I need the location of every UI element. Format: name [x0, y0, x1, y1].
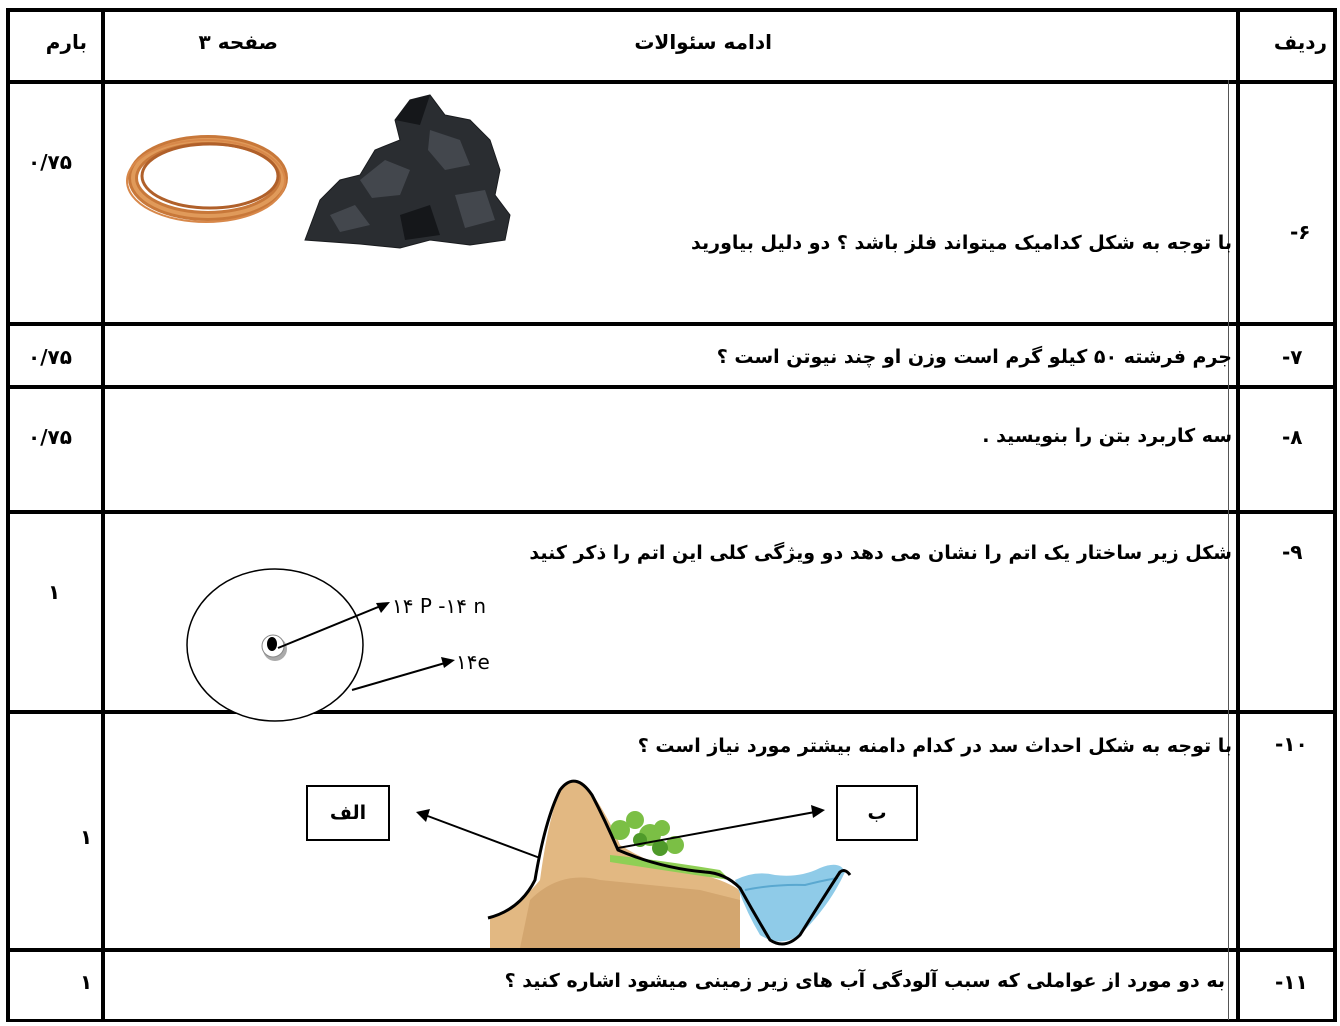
table-border-right	[1333, 8, 1337, 1022]
label-be-text: ب	[867, 802, 887, 824]
row-divider-header	[6, 80, 1336, 84]
column-divider-row	[1236, 8, 1240, 1022]
row-8-question: سه کاربرد بتن را بنویسید .	[982, 425, 1232, 447]
row-divider-8	[6, 510, 1336, 514]
atom-electron-label: ۱۴e	[456, 650, 490, 674]
header-score-label: بارم	[45, 30, 87, 54]
row-divider-9	[6, 710, 1336, 714]
row-11-number: -۱۱	[1275, 970, 1308, 994]
label-box-alef	[306, 785, 390, 841]
row-divider-7	[6, 385, 1336, 389]
row-10-score: ۱	[80, 825, 93, 849]
header-questions-label: ادامه سئوالات	[634, 30, 772, 54]
row-8-score: ۰/۷۵	[28, 425, 72, 449]
row-7-question: جرم فرشته ۵۰ کیلو گرم است وزن او چند نیوتن است ؟	[716, 346, 1232, 368]
row-11-question: به دو مورد از عواملی که سبب آلودگی آب های زیر زمینی میشود اشاره کنید ؟	[504, 970, 1225, 992]
label-box-be	[836, 785, 918, 841]
row-7-number: -۷	[1282, 345, 1303, 369]
row-9-score: ۱	[48, 580, 61, 604]
header-page-label: صفحه ۳	[198, 30, 278, 54]
label-alef-text: الف	[329, 802, 367, 824]
header-row-label: ردیف	[1273, 30, 1327, 54]
row-divider-6	[6, 322, 1336, 326]
row-10-number: -۱۰	[1275, 732, 1308, 756]
row-6-question: با توجه به شکل کدامیک میتواند فلز باشد ؟ دو دلیل بیاورید	[691, 232, 1232, 254]
atom-nucleus-label: ۱۴ P -۱۴ n	[392, 594, 486, 618]
row-9-question: شکل زیر ساختار یک اتم را نشان می دهد دو ویژگی کلی این اتم را ذکر کنید	[529, 542, 1232, 564]
table-border-left	[6, 8, 10, 1022]
row-6-score: ۰/۷۵	[28, 150, 72, 174]
table-border-top	[6, 8, 1336, 12]
row-8-number: -۸	[1282, 425, 1303, 449]
row-6-number: -۶	[1290, 220, 1311, 244]
column-divider-score	[101, 8, 105, 1022]
table-border-bottom	[6, 1019, 1336, 1022]
row-11-score: ۱	[80, 970, 93, 994]
row-7-score: ۰/۷۵	[28, 345, 72, 369]
row-divider-10	[6, 948, 1336, 952]
row-9-number: -۹	[1282, 540, 1303, 564]
row-10-question: با توجه به شکل احداث سد در کدام دامنه بیشتر مورد نیاز است ؟	[637, 735, 1232, 757]
